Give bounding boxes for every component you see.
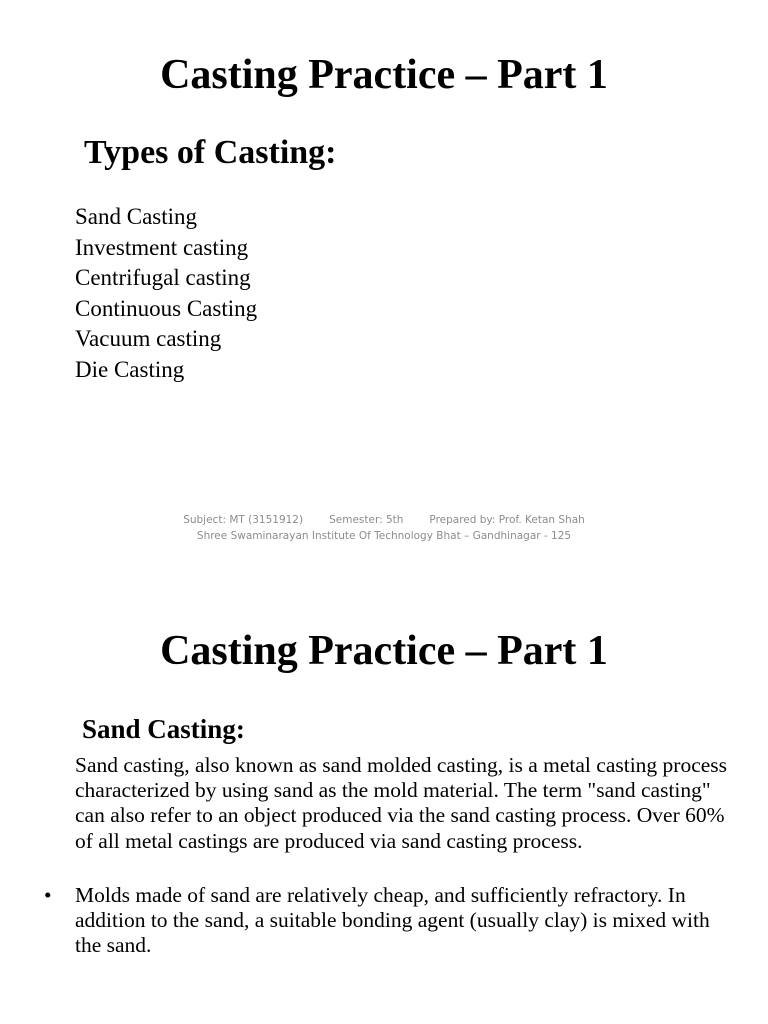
list-item: Continuous Casting — [75, 295, 258, 321]
footer-prepared-by: Prepared by: Prof. Ketan Shah — [429, 514, 585, 526]
bullet-text: Molds made of sand are relatively cheap, and sufficiently refractory. In addition to the sand, a suitable bonding agent (usually clay) is mixed with the sand. — [75, 883, 710, 958]
footer-subject: Subject: MT (3151912) — [183, 514, 304, 526]
casting-types-list — [75, 202, 257, 386]
section-heading-types: Types of Casting: — [84, 134, 337, 171]
section-heading-sand-casting: Sand Casting: — [82, 714, 245, 744]
bullet-icon: • — [44, 883, 52, 907]
slide-title: Casting Practice – Part 1 — [160, 52, 608, 98]
slide-sand-casting — [0, 576, 768, 1024]
sand-casting-description: Sand casting, also known as sand molded casting, is a metal casting process characterized by using sand as the mold material. The term "sand casting" can also refer to an object produced via the sand casting process. Over 60% of all metal castings are produced via sand casting process. — [75, 753, 728, 853]
slide-title: Casting Practice – Part 1 — [160, 628, 608, 674]
slide-footer — [0, 512, 768, 544]
list-item: Sand Casting — [75, 204, 198, 229]
list-item: Vacuum casting — [75, 326, 222, 352]
list-item: Die Casting — [75, 356, 185, 382]
footer-semester: Semester: 5th — [329, 514, 404, 526]
footer-institute: Shree Swaminarayan Institute Of Technology Bhat – Gandhinagar - 125 — [196, 530, 572, 542]
footer-line-1 — [0, 512, 768, 528]
list-item: Centrifugal casting — [75, 265, 251, 291]
list-item: Investment casting — [75, 234, 249, 260]
